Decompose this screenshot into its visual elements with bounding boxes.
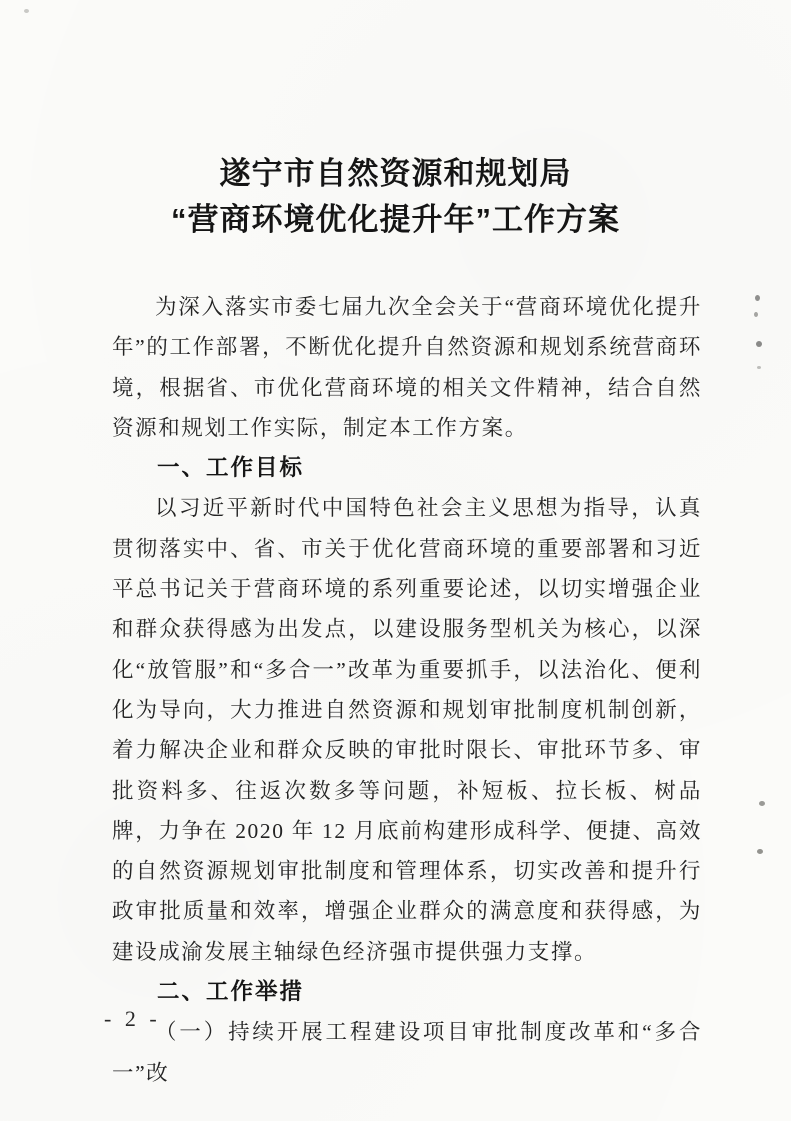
scan-speck — [24, 9, 29, 13]
scan-speck — [754, 312, 758, 317]
scan-speck — [756, 341, 762, 347]
intro-paragraph: 为深入落实市委七届九次全会关于“营商环境优化提升年”的工作部署，不断优化提升自然资源和规划系统营商环境，根据省、市优化营商环境的相关文件精神，结合自然资源和规划工作实际，制定本工作方案。 — [112, 295, 702, 440]
title-line-2: “营商环境优化提升年”工作方案 — [171, 202, 620, 237]
scan-speck — [757, 849, 763, 854]
scan-speck — [755, 295, 760, 301]
section-1-paragraph: 以习近平新时代中国特色社会主义思想为指导，认真贯彻落实中、省、市关于优化营商环境的重要部署和习近平总书记关于营商环境的系列重要论述，以切实增强企业和群众获得感为出发点，以建设服务型机关为核心，以深化“放管服”和“多合一”改革为重要抓手，以法治化、便利化为导向，大力推进自然资源和规划审批制度机制创新，着力解决企业和群众反映的审批时限长、审批环节多、审批资料多、往返次数多等问题，补短板、拉长板、树品牌，力争在 2020 年 12 月底前构建形成科学、便捷、高效的自然资源规划审批制度和管理体系，切实改善和提升行政审批质量和效率，增强企业群众的满意度和获得感，为建设成渝发展主轴绿色经济强市提供强力支撑。 — [112, 496, 702, 964]
section-2-heading: 二、工作举措 — [157, 979, 305, 1005]
scan-speck — [757, 366, 761, 369]
document-body — [0, 287, 791, 1093]
title-line-1: 遂宁市自然资源和规划局 — [219, 156, 572, 191]
page-number: - 2 - — [104, 1006, 161, 1031]
section-2-item-1-paragraph: （一）持续开展工程建设项目审批制度改革和“多合一”改 — [112, 1020, 702, 1085]
scan-speck — [759, 801, 765, 806]
section-1-heading: 一、工作目标 — [157, 455, 305, 481]
document-title — [0, 0, 791, 243]
